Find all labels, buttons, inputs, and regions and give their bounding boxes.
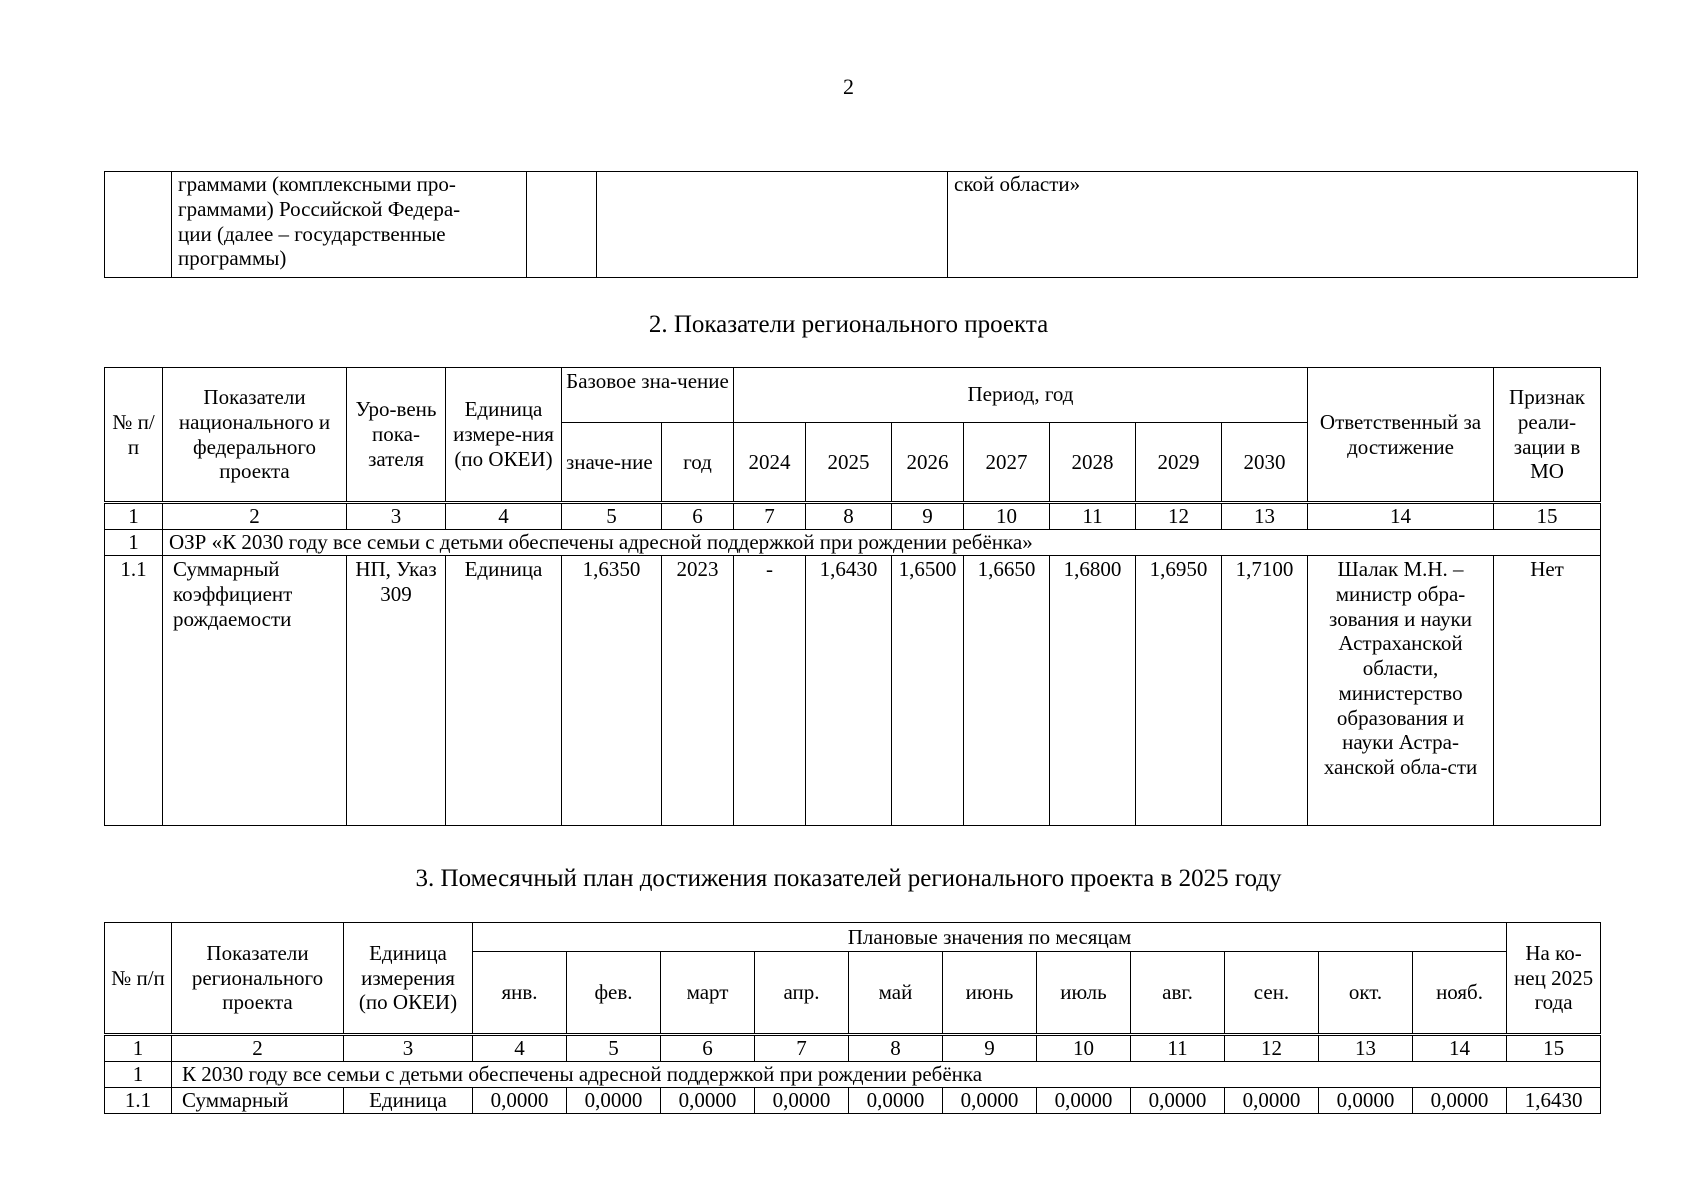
- col-number: 7: [734, 503, 806, 530]
- header-base-value: значе-ние: [562, 423, 662, 503]
- row-num: 1.1: [105, 1088, 172, 1114]
- col-number: 10: [964, 503, 1050, 530]
- table-row: [105, 1088, 1601, 1114]
- row-num: 1.1: [105, 556, 163, 826]
- col-number: 8: [806, 503, 892, 530]
- cont-cell-5: ской области»: [948, 172, 1638, 278]
- group-row: [105, 530, 1601, 556]
- row-value: 0,0000: [1131, 1088, 1225, 1114]
- row-value: 1,6800: [1050, 556, 1136, 826]
- row-value: 1,6650: [964, 556, 1050, 826]
- col-number: 5: [567, 1035, 661, 1062]
- row-value: 0,0000: [1319, 1088, 1413, 1114]
- cont-cell-4: [597, 172, 948, 278]
- header-month: март: [661, 952, 755, 1035]
- header-month: нояб.: [1413, 952, 1507, 1035]
- group-num: 1: [105, 530, 163, 556]
- row-value: 0,0000: [1225, 1088, 1319, 1114]
- header-sign: Признак реали-зации в МО: [1494, 368, 1601, 503]
- col-number: 10: [1037, 1035, 1131, 1062]
- row-value: 1,6500: [892, 556, 964, 826]
- group-row: [105, 1062, 1601, 1088]
- row-value: 0,0000: [473, 1088, 567, 1114]
- header-end: На ко-нец 2025 года: [1507, 923, 1601, 1035]
- header-base-year: год: [662, 423, 734, 503]
- row-responsible: Шалак М.Н. – министр обра-зования и науки Астраханской области, министерство образования и науки Астра-ханской обла-сти: [1308, 556, 1494, 826]
- header-year: 2029: [1136, 423, 1222, 503]
- section2-title: 2. Показатели регионального проекта: [648, 311, 1049, 338]
- col-number: 14: [1413, 1035, 1507, 1062]
- header-month: окт.: [1319, 952, 1413, 1035]
- col-number: 1: [105, 503, 163, 530]
- section3-title: 3. Помесячный план достижения показателей регионального проекта в 2025 году: [415, 865, 1282, 892]
- cont-line: граммами (комплексными про-: [178, 172, 456, 196]
- row-value: 0,0000: [661, 1088, 755, 1114]
- row-unit: Единица: [446, 556, 562, 826]
- header-year: 2028: [1050, 423, 1136, 503]
- row-level: НП, Указ 309: [347, 556, 446, 826]
- header-month: авг.: [1131, 952, 1225, 1035]
- header-plan: Плановые значения по месяцам: [473, 923, 1507, 952]
- cont-cell-3: [527, 172, 597, 278]
- col-number: 1: [105, 1035, 172, 1062]
- row-value: 1,6430: [806, 556, 892, 826]
- col-number: 6: [662, 503, 734, 530]
- row-value: 0,0000: [943, 1088, 1037, 1114]
- indicators-table: [104, 367, 1601, 826]
- header-period: Период, год: [734, 368, 1308, 423]
- column-number-row: [105, 503, 1601, 530]
- header-indicators: Показатели регионального проекта: [172, 923, 344, 1035]
- header-num: № п/п: [105, 923, 172, 1035]
- cont-cell-2: [172, 172, 527, 278]
- row-value: -: [734, 556, 806, 826]
- header-year: 2024: [734, 423, 806, 503]
- row-end: 1,6430: [1507, 1088, 1601, 1114]
- col-number: 3: [344, 1035, 473, 1062]
- row-indicator: Суммарный: [172, 1088, 344, 1114]
- header-year: 2025: [806, 423, 892, 503]
- cont-line: граммами) Российской Федера-: [178, 196, 461, 221]
- col-number: 4: [473, 1035, 567, 1062]
- col-number: 14: [1308, 503, 1494, 530]
- col-number: 12: [1136, 503, 1222, 530]
- header-month: фев.: [567, 952, 661, 1035]
- row-indicator: Суммарный коэффициент рождаемости: [163, 556, 347, 826]
- col-number: 4: [446, 503, 562, 530]
- row-base-year: 2023: [662, 556, 734, 826]
- col-number: 15: [1494, 503, 1601, 530]
- row-base-value: 1,6350: [562, 556, 662, 826]
- header-month: апр.: [755, 952, 849, 1035]
- monthly-plan-table: [104, 922, 1601, 1114]
- col-number: 9: [943, 1035, 1037, 1062]
- column-number-row: [105, 1035, 1601, 1062]
- group-text: ОЗР «К 2030 году все семьи с детьми обеспечены адресной поддержкой при рождении ребёнка»: [163, 530, 1601, 556]
- row-value: 0,0000: [1413, 1088, 1507, 1114]
- col-number: 12: [1225, 1035, 1319, 1062]
- col-number: 8: [849, 1035, 943, 1062]
- col-number: 15: [1507, 1035, 1601, 1062]
- header-month: май: [849, 952, 943, 1035]
- row-value: 0,0000: [1037, 1088, 1131, 1114]
- header-num: № п/п: [105, 368, 163, 503]
- row-sign: Нет: [1494, 556, 1601, 826]
- group-num: 1: [105, 1062, 172, 1088]
- row-value: 0,0000: [849, 1088, 943, 1114]
- col-number: 11: [1131, 1035, 1225, 1062]
- row-unit: Единица: [344, 1088, 473, 1114]
- header-level: Уро-вень пока-зателя: [347, 368, 446, 503]
- col-number: 6: [661, 1035, 755, 1062]
- header-month: янв.: [473, 952, 567, 1035]
- col-number: 2: [163, 503, 347, 530]
- row-value: 1,7100: [1222, 556, 1308, 826]
- page-number: 2: [843, 74, 854, 99]
- col-number: 9: [892, 503, 964, 530]
- row-value: 0,0000: [567, 1088, 661, 1114]
- col-number: 11: [1050, 503, 1136, 530]
- header-indicators: Показатели национального и федерального проекта: [163, 368, 347, 503]
- row-value: 0,0000: [755, 1088, 849, 1114]
- header-unit: Единица измерения (по ОКЕИ): [344, 923, 473, 1035]
- header-unit: Единица измере-ния (по ОКЕИ): [446, 368, 562, 503]
- header-year: 2026: [892, 423, 964, 503]
- col-number: 13: [1319, 1035, 1413, 1062]
- header-month: июнь: [943, 952, 1037, 1035]
- header-year: 2027: [964, 423, 1050, 503]
- header-month: сен.: [1225, 952, 1319, 1035]
- col-number: 5: [562, 503, 662, 530]
- row-value: 1,6950: [1136, 556, 1222, 826]
- table-row: [105, 556, 1601, 826]
- continuation-table: [104, 171, 1638, 278]
- col-number: 7: [755, 1035, 849, 1062]
- col-number: 3: [347, 503, 446, 530]
- col-number: 2: [172, 1035, 344, 1062]
- header-month: июль: [1037, 952, 1131, 1035]
- header-responsible: Ответственный за достижение: [1308, 368, 1494, 503]
- header-year: 2030: [1222, 423, 1308, 503]
- cont-line: программы): [178, 246, 287, 271]
- header-base: Базовое зна-чение: [562, 368, 734, 423]
- cont-cell-1: [105, 172, 172, 278]
- cont-line: ции (далее – государственные: [178, 221, 446, 246]
- col-number: 13: [1222, 503, 1308, 530]
- group-text: К 2030 году все семьи с детьми обеспечены адресной поддержкой при рождении ребёнка: [172, 1062, 1601, 1088]
